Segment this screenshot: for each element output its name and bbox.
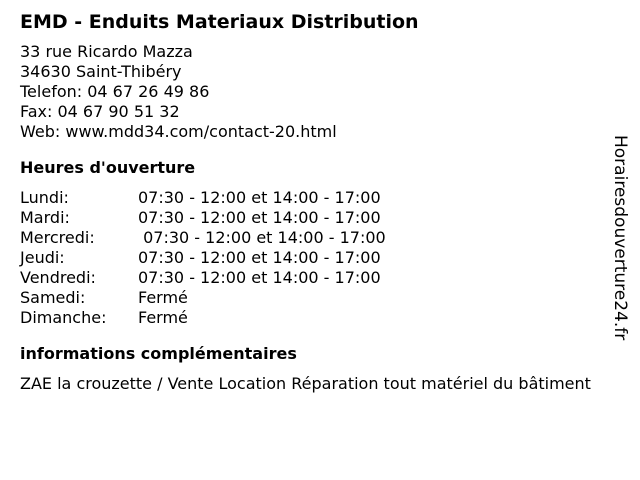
contact-block [20,42,620,142]
address-line-city: 34630 Saint-Thibéry [20,62,182,81]
business-title: EMD - Enduits Materiaux Distribution [20,11,419,33]
hours-row [20,268,386,288]
hours-day: Lundi: [20,188,69,207]
hours-row [20,288,386,308]
hours-day: Vendredi: [20,268,96,287]
web-line: Web: www.mdd34.com/contact-20.html [20,122,337,141]
hours-day: Jeudi: [20,248,65,267]
hours-row [20,208,386,228]
phone-line: Telefon: 04 67 26 49 86 [20,82,210,101]
hours-row [20,248,386,268]
hours-heading: Heures d'ouverture [20,158,196,177]
hours-row [20,308,386,328]
hours-time: 07:30 - 12:00 et 14:00 - 17:00 [138,228,386,247]
hours-time: 07:30 - 12:00 et 14:00 - 17:00 [138,188,381,207]
hours-day: Mercredi: [20,228,95,247]
hours-time: Fermé [138,308,188,327]
hours-time: 07:30 - 12:00 et 14:00 - 17:00 [138,268,381,287]
hours-time: 07:30 - 12:00 et 14:00 - 17:00 [138,248,381,267]
hours-time: 07:30 - 12:00 et 14:00 - 17:00 [138,208,381,227]
hours-day: Samedi: [20,288,86,307]
fax-line: Fax: 04 67 90 51 32 [20,102,180,121]
watermark-text: Horairesdouverture24.fr [610,135,630,341]
business-card [20,8,620,394]
hours-day: Dimanche: [20,308,107,327]
hours-time: Fermé [138,288,188,307]
info-heading: informations complémentaires [20,344,297,363]
hours-row [20,228,386,248]
hours-table [20,188,386,328]
hours-day: Mardi: [20,208,70,227]
hours-row [20,188,386,208]
info-text: ZAE la crouzette / Vente Location Réparation tout matériel du bâtiment [20,374,591,393]
address-line-street: 33 rue Ricardo Mazza [20,42,193,61]
